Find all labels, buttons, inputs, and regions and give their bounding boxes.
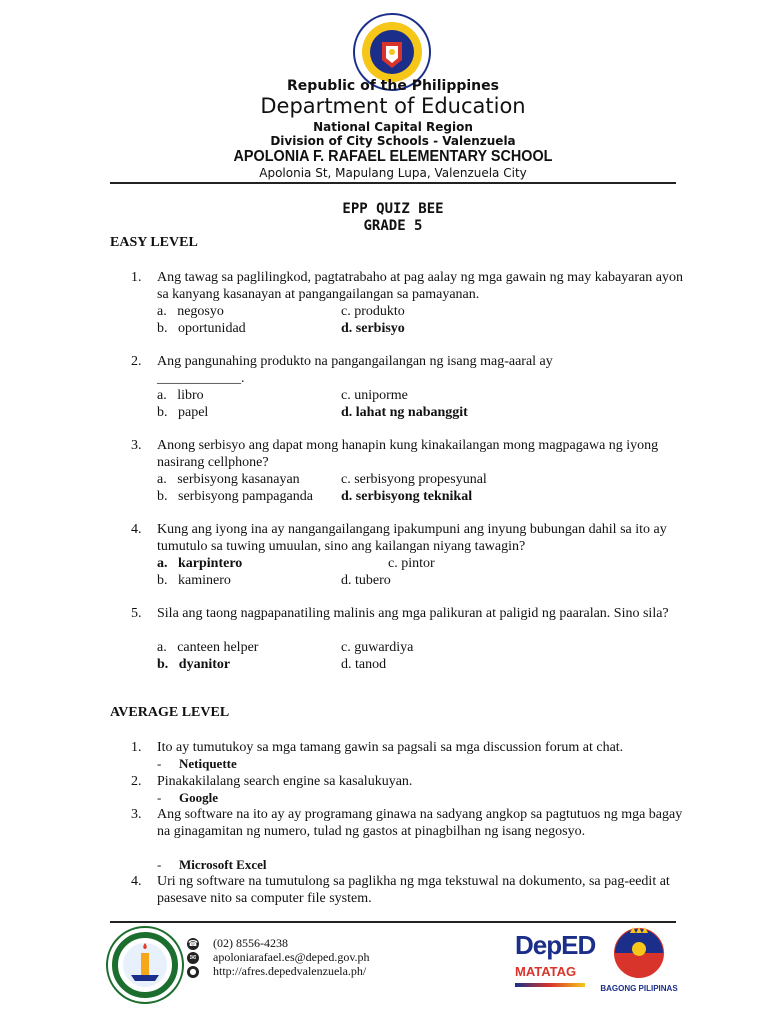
school-address: Apolonia St, Mapulang Lupa, Valenzuela City (259, 166, 527, 180)
average-level-heading: AVERAGE LEVEL (110, 705, 230, 720)
question-number: 4. (131, 874, 142, 889)
option-a-correct: a. karpintero (157, 556, 243, 571)
easy-level-heading: EASY LEVEL (110, 235, 198, 250)
answer-dash: - (157, 857, 162, 872)
average-question-4 (131, 873, 691, 907)
region-heading: National Capital Region (313, 120, 473, 134)
question-text: Kung ang iyong ina ay nangangailangang ipakumpuni ang inyung bubungan dahil sa ito ay tumutulo sa tuwing umuulan, sino ang kailangan niyang tawagin? (157, 522, 667, 554)
department-heading: Department of Education (260, 94, 526, 118)
average-question-1 (131, 739, 691, 756)
option-c: c. guwardiya (341, 640, 414, 655)
option-d-correct: d. serbisyo (341, 321, 405, 336)
question-number: 1. (131, 740, 142, 755)
answer-text: Google (179, 790, 218, 805)
website-link[interactable]: http://afres.depedvalenzuela.ph/ (213, 964, 367, 978)
republic-heading: Republic of the Philippines (287, 78, 499, 94)
easy-question-3 (131, 437, 691, 471)
bagong-pilipinas-emblem (600, 925, 678, 979)
option-b: b. oportunidad (157, 321, 246, 336)
option-b: b. kaminero (157, 573, 231, 588)
header-divider (110, 182, 676, 184)
footer-divider (110, 921, 676, 923)
option-d-correct: d. serbisyong teknikal (341, 489, 473, 504)
option-a: a. canteen helper (157, 640, 259, 655)
matatag-stripe (515, 983, 585, 987)
bagong-pilipinas-text: BAGONG PILIPINAS (600, 984, 678, 993)
question-number: 4. (131, 522, 142, 537)
question-number: 2. (131, 354, 142, 369)
option-c: c. uniporme (341, 388, 408, 403)
deped-matatag-logo (515, 930, 596, 1000)
school-seal-logo (105, 925, 185, 1005)
answer-text: Netiquette (179, 756, 237, 771)
question-number: 3. (131, 807, 142, 822)
email-link[interactable]: apoloniarafael.es@deped.gov.ph (213, 950, 370, 964)
average-answer-3 (157, 857, 266, 873)
question-number: 5. (131, 606, 142, 621)
question-text: Ang software na ito ay ay programang ginawa na sadyang angkop sa pagtutuos ng mga bagay na ginagamitan ng numero, tulad ng gastos at pinagbilhan ng isang negosyo. (157, 807, 683, 839)
division-heading: Division of City Schools - Valenzuela (270, 134, 516, 148)
question-text: Ang pangunahing produkto na pangangailangan ng isang mag-aaral ay ____________. (157, 354, 553, 386)
easy-question-4 (131, 521, 691, 555)
option-c: c. produkto (341, 304, 405, 319)
contact-phone (187, 936, 288, 951)
phone-text: (02) 8556-4238 (213, 936, 288, 950)
globe-icon: ● (187, 966, 199, 978)
easy-question-1 (131, 269, 691, 303)
option-d: d. tubero (341, 573, 391, 588)
question-number: 1. (131, 270, 142, 285)
average-question-2 (131, 773, 691, 790)
question-text: Sila ang taong nagpapanatiling malinis ang mga palikuran at paligid ng paaralan. Sino sila? (157, 606, 669, 621)
contact-website[interactable] (187, 964, 366, 979)
option-c: c. serbisyong propesyunal (341, 472, 487, 487)
question-text: Anong serbisyo ang dapat mong hanapin kung kinakailangan mong magpagawa ng iyong nasirang cellphone? (157, 438, 659, 470)
answer-text: Microsoft Excel (179, 857, 267, 872)
deped-logo-text: DepED (515, 930, 596, 960)
quiz-grade: GRADE 5 (363, 218, 423, 234)
school-name: APOLONIA F. RAFAEL ELEMENTARY SCHOOL (233, 148, 553, 165)
email-icon: ✉ (187, 952, 199, 964)
question-text: Ang tawag sa paglilingkod, pagtatrabaho at pag aalay ng mga gawain ng may kabayaran ayon sa kanyang kasanayan at pangangailangan sa pamayanan. (157, 270, 683, 302)
question-text: Uri ng software na tumutulong sa paglikha ng mga tekstuwal na dokumento, sa pag-eedit at pasesave nito sa computer file system. (157, 874, 670, 906)
option-d: d. tanod (341, 657, 387, 672)
contact-email[interactable] (187, 950, 370, 965)
easy-question-2 (131, 353, 691, 387)
answer-dash: - (157, 790, 162, 805)
easy-question-5 (131, 605, 691, 622)
option-a: a. serbisyong kasanayan (157, 472, 300, 487)
option-a: a. negosyo (157, 304, 224, 319)
question-number: 2. (131, 774, 142, 789)
option-c: c. pintor (388, 556, 435, 571)
option-b: b. serbisyong pampaganda (157, 489, 313, 504)
option-a: a. libro (157, 388, 204, 403)
average-answer-2 (157, 790, 218, 806)
matatag-text: MATATAG (515, 964, 577, 979)
bagong-pilipinas-logo (600, 925, 678, 995)
option-d-correct: d. lahat ng nabanggit (341, 405, 468, 420)
phone-icon: ☎ (188, 939, 198, 949)
average-question-3 (131, 806, 691, 840)
question-number: 3. (131, 438, 142, 453)
answer-dash: - (157, 756, 162, 771)
option-b-correct: b. dyanitor (157, 657, 231, 672)
question-text: Ito ay tumutukoy sa mga tamang gawin sa pagsali sa mga discussion forum at chat. (157, 740, 624, 755)
quiz-title: EPP QUIZ BEE (342, 201, 444, 217)
option-b: b. papel (157, 405, 209, 420)
average-answer-1 (157, 756, 237, 772)
question-text: Pinakakilalang search engine sa kasalukuyan. (157, 774, 413, 789)
